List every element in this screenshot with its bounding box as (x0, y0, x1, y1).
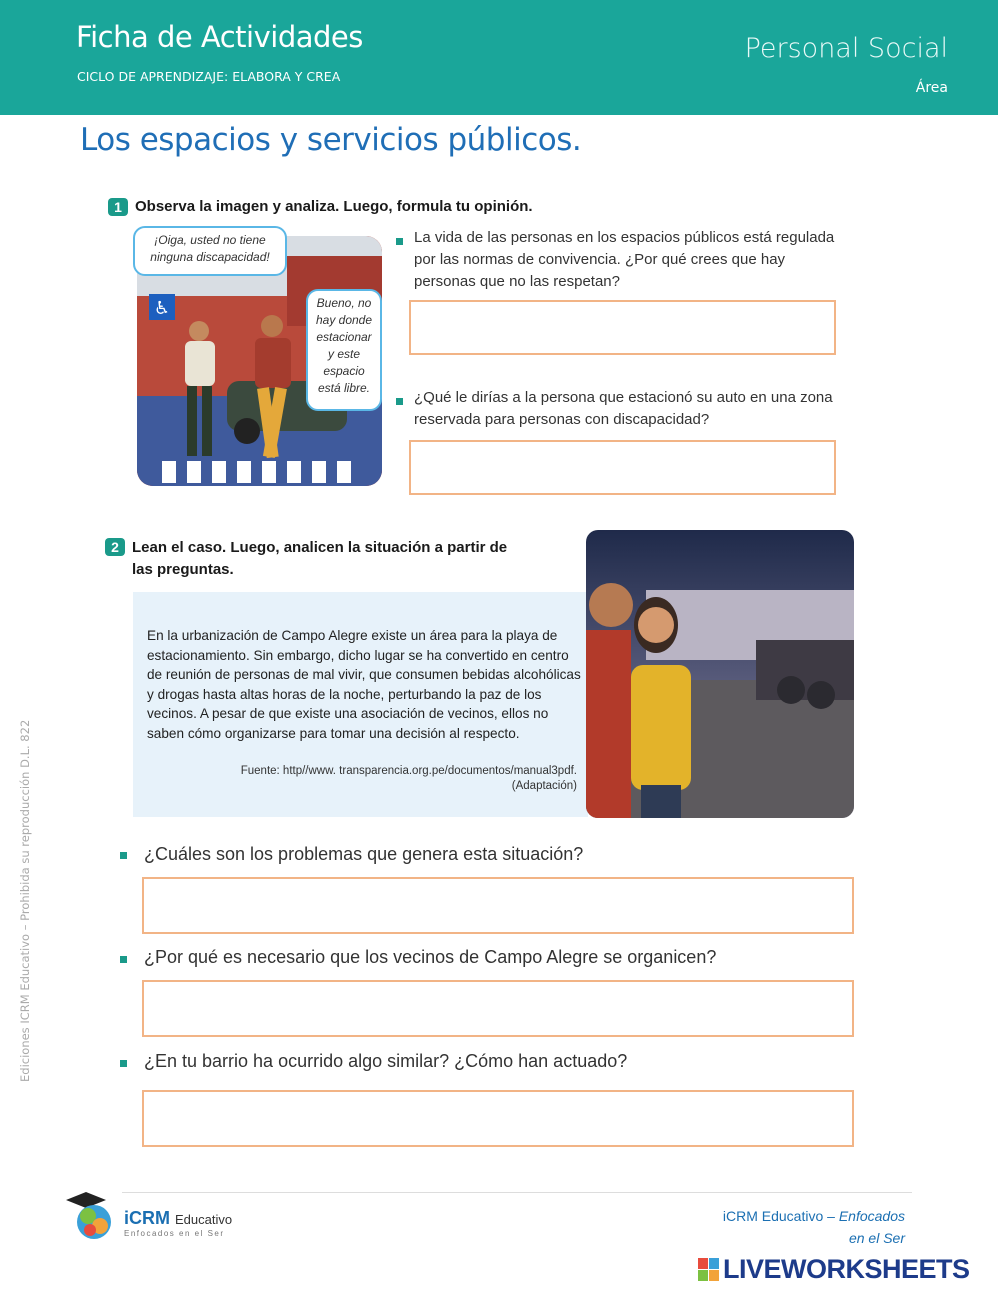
answer-field-2[interactable] (409, 440, 836, 495)
answer-field-1[interactable] (409, 300, 836, 355)
svg-text:♿: ♿ (153, 298, 171, 319)
bullet-icon (120, 1060, 127, 1067)
header-area: Personal Social (744, 33, 948, 64)
liveworksheets-icon (698, 1258, 720, 1282)
activity2-question-2: ¿Por qué es necesario que los vecinos de Campo Alegre se organicen? (144, 947, 717, 967)
activity2-badge: 2 (105, 538, 125, 556)
logo-word: Educativo (175, 1212, 233, 1227)
logo-tagline: Enfocados en el Ser (124, 1229, 225, 1238)
answer-field-5[interactable] (142, 1090, 854, 1147)
answer-field-4[interactable] (142, 980, 854, 1037)
activity1-instruction: Observa la imagen y analiza. Luego, formula tu opinión. (135, 198, 533, 215)
header-area-label: Área (915, 80, 948, 96)
header-cycle: CICLO DE APRENDIZAJE: ELABORA Y CREA (77, 69, 341, 84)
logo-brand: iCRM (124, 1208, 170, 1228)
footer-tagline-1: Enfocados (838, 1208, 905, 1224)
case-source-url: Fuente: http//www. transparencia.org.pe/documentos/manual3pdf. (240, 765, 577, 777)
icrm-logo-icon (64, 1188, 124, 1243)
activity2-instruction: Lean el caso. Luego, analicen la situación a partir de las preguntas. (132, 539, 508, 578)
case-text: En la urbanización de Campo Alegre existe un área para la playa de estacionamiento. Sin embargo, dicho lugar se ha convertido en centro de reunión de personas de mal vivir, que consumen bebidas alcohólicas y drogas hasta altas horas de la noche, perturbando la paz de los vecinos. A pesar de que existe una asociación de vecinos, ellos no saben cómo organizarse para tomar una decisión al respecto. (147, 628, 581, 741)
footer-tagline-2: en el Ser (848, 1230, 905, 1246)
header-title: Ficha de Actividades (76, 20, 363, 54)
night-street-illustration (586, 530, 854, 818)
liveworksheets-wordmark: LIVEWORKSHEETS (723, 1254, 970, 1284)
bullet-icon (396, 238, 403, 245)
activity2-question-3: ¿En tu barrio ha ocurrido algo similar? ¿Cómo han actuado? (144, 1051, 628, 1071)
footer-divider (122, 1192, 912, 1193)
bullet-icon (120, 956, 127, 963)
activity1-badge: 1 (108, 198, 128, 216)
activity2-question-1: ¿Cuáles son los problemas que genera esta situación? (144, 844, 584, 864)
case-source-note: (Adaptación) (511, 780, 577, 792)
page-title: Los espacios y servicios públicos. (80, 122, 582, 158)
answer-field-3[interactable] (142, 877, 854, 934)
footer-brand: iCRM Educativo – (722, 1208, 839, 1224)
case-source (147, 764, 577, 794)
bullet-icon (396, 398, 403, 405)
footer-tagline (700, 1205, 905, 1249)
activity2-illustration (586, 530, 854, 818)
bullet-icon (120, 852, 127, 859)
speech-bubble-2: Bueno, no hay donde estacionar y este espacio está libre. (306, 289, 382, 411)
activity1-question-2: ¿Qué le dirías a la persona que estacionó su auto en una zona reservada para personas con discapacidad? (414, 389, 833, 428)
activity1-question-1: La vida de las personas en los espacios públicos está regulada por las normas de convivencia. ¿Por qué crees que hay personas que no las respetan? (414, 229, 835, 290)
side-copyright-note: Ediciones ICRM Educativo – Prohibida su reproducción D.L. 822 (18, 719, 32, 1082)
speech-bubble-1: ¡Oiga, usted no tiene ninguna discapacidad! (133, 226, 287, 276)
